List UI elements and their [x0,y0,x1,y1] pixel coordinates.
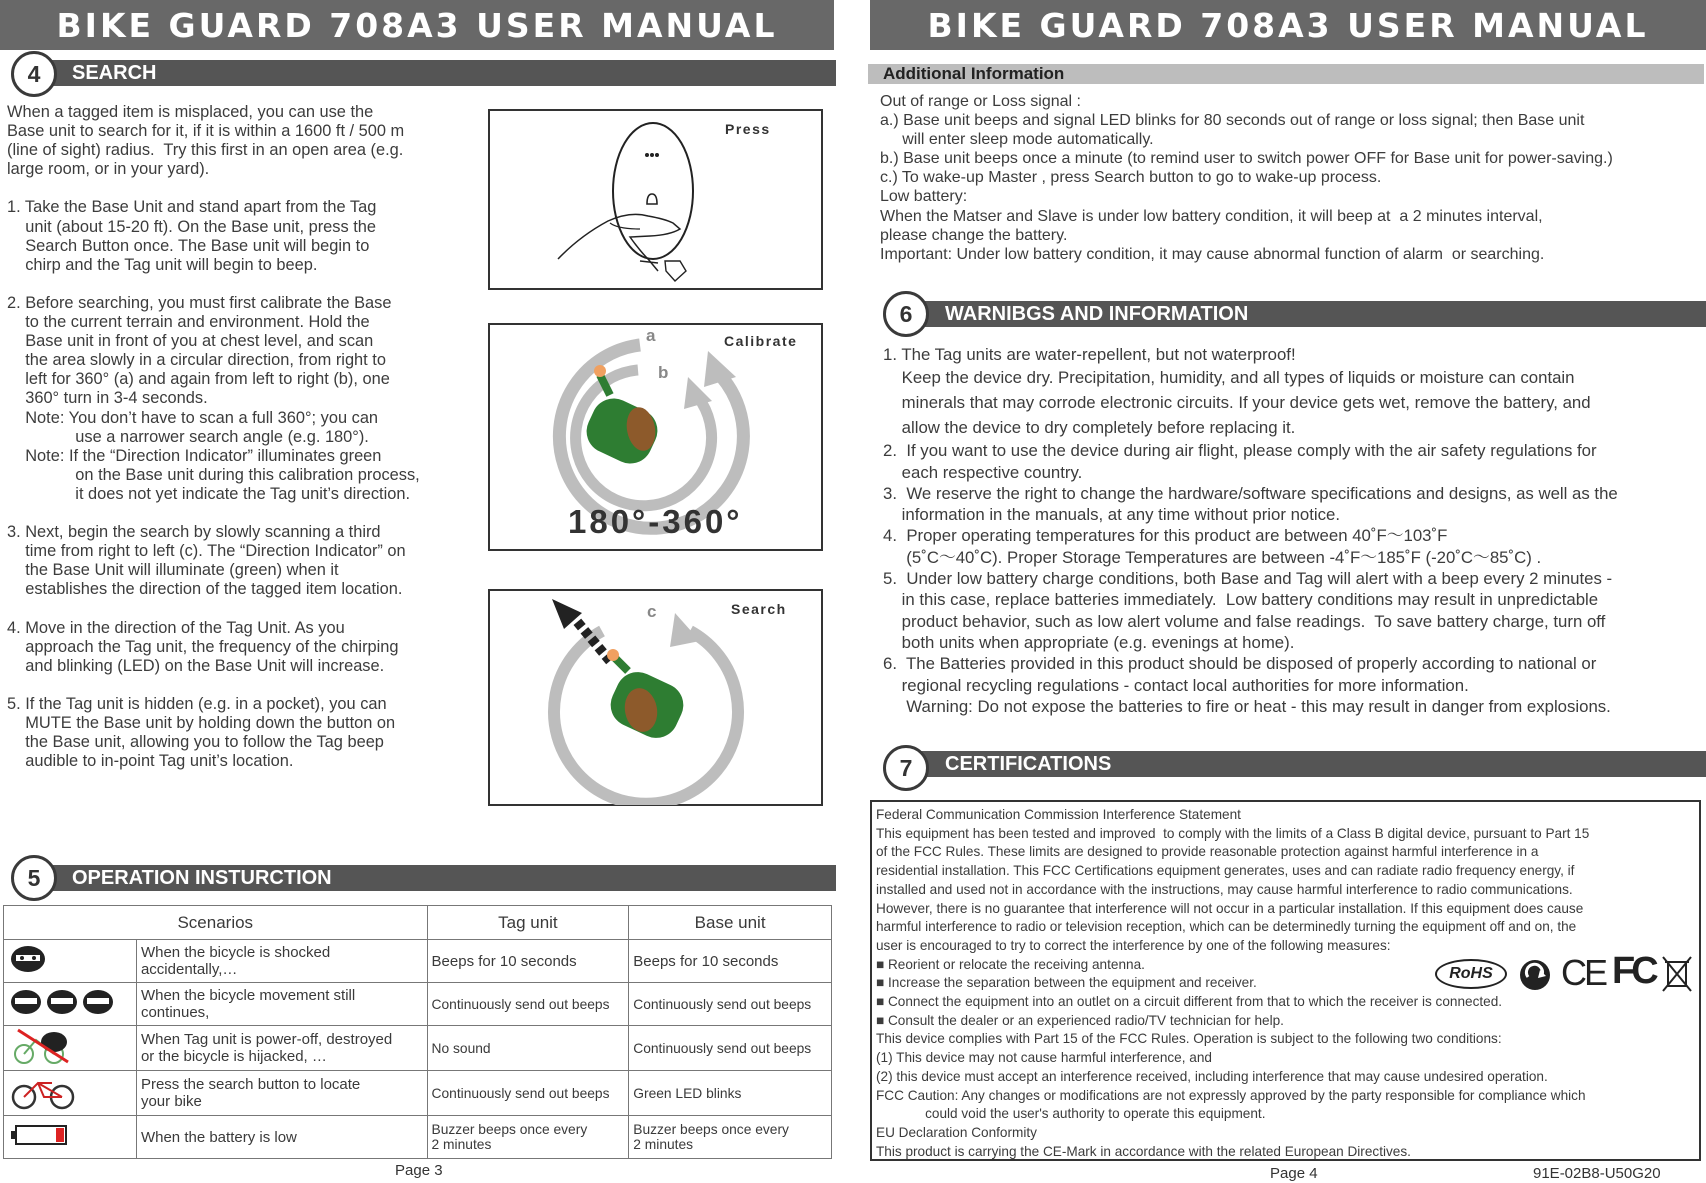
text-line: Base unit to search for it, if it is within a 1600 ft / 500 m [7,122,405,141]
base-unit-text: Green LED blinks [633,1085,742,1101]
text-line: to the current terrain and environment. Hold the [7,313,370,332]
text-line: regional recycling regulations - contact local authorities for more information. [883,675,1469,695]
text-line: 3. Next, begin the search by slowly scanning a third [7,523,381,542]
base-unit-text: 2 minutes [633,1137,694,1152]
base-unit-text: Beeps for 10 seconds [633,952,779,970]
text-line: a.) Base unit beeps and signal LED blinks for 80 seconds out of range or loss signal; then Base unit [880,112,1585,130]
shock-icon [4,940,137,983]
text-line: large room, or in your yard). [7,160,210,179]
scenario-text: When Tag unit is power-off, destroyed [140,1031,393,1048]
document-code: 91E-02B8-U50G20 [1533,1165,1661,1182]
text-line: residential installation. This FCC Certifications equipment generates, uses and can radiate radio frequency energy, if [876,863,1575,879]
text-line [7,676,420,695]
figure-search [488,589,823,806]
left-page-number: Page 3 [395,1162,443,1179]
text-line: Search Button once. The Base unit will begin to [7,236,370,255]
figure-press [488,109,823,290]
section-6-number: 6 [883,291,929,337]
text-line: information in the manuals, at any time without prior notice. [883,505,1341,525]
text-line: Out of range or Loss signal : [880,93,1081,110]
text-line: could void the user's authority to operate this equipment. [876,1106,1266,1122]
text-line: (1) This device may not cause harmful interference, and [876,1050,1212,1066]
scenario-text: or the bicycle is hijacked, … [140,1048,327,1065]
calibrate-label-b: b [658,363,669,382]
text-line: (5˚C～40˚C). Proper Storage Temperatures are between -4˚F～185˚F (-20˚C～85˚C) . [883,547,1542,567]
text-line: b.) Base unit beeps once a minute (to remind user to switch power OFF for Base unit for power-saving.) [880,150,1613,168]
section-6-bar [892,301,1706,327]
text-line: please change the battery. [880,226,1068,244]
left-title-banner: BIKE GUARD 708A3 USER MANUAL [0,0,834,50]
text-line: will enter sleep mode automatically. [880,131,1154,149]
tag-unit-text: 2 minutes [431,1137,492,1152]
section-5-bar [30,865,836,891]
text-line: both units when appropriate (e.g. evenings at home). [883,632,1295,652]
calibrate-label-a: a [646,326,656,345]
section-5-title: OPERATION INSTURCTION [72,867,332,889]
text-line: it does not yet indicate the Tag unit’s direction. [7,484,411,503]
scenario-text: continues, [140,1004,210,1021]
text-line: on the Base unit during this calibration process, [7,465,420,484]
section-4-bar [30,60,836,86]
additional-info-text [880,92,1613,264]
text-line: the Base unit, allowing you to follow the Tag beep [7,733,384,752]
calibrate-angle: 180°-360° [568,503,743,540]
text-line: When the Matser and Slave is under low battery condition, it will beep at a 2 minutes interval, [880,207,1543,225]
text-line: ■ Increase the separation between the equipment and receiver. [876,975,1257,991]
hijack-icon [4,1026,137,1071]
tag-unit-text: Buzzer beeps once every [431,1122,588,1137]
text-line: user is encouraged to try to correct the interference by one of the following measures: [876,937,1391,953]
text-line: Note: You don’t have to scan a full 360°; you can [7,408,379,427]
scenario-text: accidentally,… [140,961,238,978]
table-row [4,1026,832,1071]
warnings-text [883,344,1618,717]
text-line: unit (about 15-20 ft). On the Base unit, press the [7,217,376,236]
search-label-c: c [647,602,657,621]
text-line: Important: Under low battery condition, it may cause abnormal function of alarm or searching. [880,245,1545,263]
table-row [4,983,832,1026]
text-line: (line of sight) radius. Try this first in an open area (e.g. [7,141,404,160]
multi-alarm-icon [4,983,137,1026]
text-line: use a narrower search angle (e.g. 180°). [7,427,369,446]
text-line: 2. If you want to use the device during air flight, please comply with the air safety regulations for [883,441,1597,461]
scenario-text: Press the search button to locate [140,1076,361,1093]
text-line: product behavior, such as low alert volume and false readings. To save battery charge, turn off [883,611,1606,631]
text-line: 6. The Batteries provided in this product should be disposed of properly according to national or [883,654,1597,674]
text-line [7,179,420,198]
text-line: the area slowly in a circular direction, from right to [7,351,386,370]
text-line [7,599,420,618]
text-line: ■ Reorient or relocate the receiving antenna. [876,956,1145,972]
text-line: EU Declaration Conformity [876,1124,1037,1140]
text-line: MUTE the Base unit by holding down the button on [7,714,396,732]
text-line: Federal Communication Commission Interference Statement [876,807,1241,822]
section-7-title: CERTIFICATIONS [945,753,1112,775]
operation-table [3,905,832,1159]
base-unit-text: Continuously send out beeps [633,996,812,1012]
text-line: allow the device to dry completely before replacing it. [883,418,1296,438]
text-line: Keep the device dry. Precipitation, humidity, and all types of liquids or moisture can contain [883,368,1575,388]
section-5-number: 5 [11,855,57,901]
bicycle-icon [4,1071,137,1116]
figure-calibrate-label: Calibrate [724,333,798,349]
text-line: time from right to left (c). The “Direction Indicator” on [7,542,406,561]
text-line: in this case, replace batteries immediately. Low battery conditions may result in unpredictable [883,590,1599,610]
scenario-text: When the bicycle movement still [140,987,356,1004]
header-tag-unit: Tag unit [427,906,629,940]
section-7-number: 7 [883,745,929,791]
text-line: 3. We reserve the right to change the hardware/software specifications and designs, as well as the [883,483,1618,503]
figure-calibrate [488,323,823,551]
text-line: each respective country. [883,462,1083,482]
text-line: 5. If the Tag unit is hidden (e.g. in a pocket), you can [7,694,387,713]
text-line: 1. The Tag units are water-repellent, but not waterproof! [883,345,1296,364]
section-4-number: 4 [11,51,57,97]
low-battery-icon [4,1116,137,1159]
text-line: 2. Before searching, you must first calibrate the Base [7,293,392,312]
text-line: ■ Connect the equipment into an outlet on a circuit different from that to which the receiver is connected. [876,994,1503,1010]
text-line: 5. Under low battery charge conditions, both Base and Tag will alert with a beep every 2 minutes - [883,569,1613,589]
text-line: This device complies with Part 15 of the FCC Rules. Operation is subject to the following two conditions: [876,1031,1502,1047]
figure-press-label: Press [725,121,771,137]
text-line: This product is carrying the CE-Mark in accordance with the related European Directives. [876,1143,1411,1159]
additional-info-bar [868,64,1704,84]
tag-unit-text: Beeps for 10 seconds [431,952,577,970]
text-line: establishes the direction of the tagged item location. [7,580,403,599]
text-line: ■ Consult the dealer or an experienced radio/TV technician for help. [876,1012,1284,1028]
text-line: chirp and the Tag unit will begin to beep. [7,255,318,274]
base-unit-text: Buzzer beeps once every [633,1122,789,1137]
certifications-box [870,800,1701,1161]
tag-unit-text: Continuously send out beeps [431,996,610,1012]
scenario-text: When the battery is low [140,1128,297,1146]
recycle-icon [1518,958,1552,997]
weee-bin-icon [1660,954,1694,999]
text-line: installed and used not in accordance with the instructions, may cause harmful interference to radio communications. [876,881,1573,897]
section-6-title: WARNIBGS AND INFORMATION [945,303,1249,325]
text-line: approach the Tag unit, the frequency of the chirping [7,637,399,656]
header-scenarios: Scenarios [4,906,428,940]
section-7-bar [892,751,1706,777]
text-line: the Base Unit will illuminate (green) when it [7,561,339,580]
text-line: 4. Proper operating temperatures for this product are between 40˚F～103˚F [883,526,1448,546]
additional-info-title: Additional Information [883,64,1065,83]
table-row [4,940,832,983]
text-line: Base unit in front of you at chest level, and scan [7,332,374,351]
text-line [7,275,420,294]
section-4-title: SEARCH [72,62,157,84]
scenario-text: When the bicycle is shocked [140,944,331,961]
rohs-logo: RoHS [1435,959,1507,989]
text-line: 4. Move in the direction of the Tag Unit. As you [7,618,345,637]
base-unit-text: Continuously send out beeps [633,1040,812,1056]
fc-mark: FC [1612,950,1655,992]
ce-mark: CE [1561,952,1606,993]
text-line: and blinking (LED) on the Base Unit will increase. [7,656,385,675]
figure-search-label: Search [731,601,787,617]
text-line: 360° turn in 3-4 seconds. [7,389,208,408]
text-line: Low battery: [880,188,968,206]
search-instructions [7,103,420,771]
hand-press-illustration [490,111,820,287]
text-line: (2) this device must accept an interference received, including interference that may cause undesired operation. [876,1068,1548,1084]
text-line: audible to in-point Tag unit’s location. [7,752,294,771]
text-line: When a tagged item is misplaced, you can use the [7,103,374,121]
text-line: 1. Take the Base Unit and stand apart from the Tag [7,198,377,217]
text-line [7,504,420,523]
text-line: This equipment has been tested and improved to comply with the limits of a Class B digital device, pursuant to Part 15 [876,825,1590,841]
header-base-unit: Base unit [629,906,832,940]
right-page-number: Page 4 [1270,1165,1318,1182]
text-line: However, there is no guarantee that interference will not occur in a particular installation. If this equipment does cause [876,900,1584,916]
text-line: of the FCC Rules. These limits are designed to provide reasonable protection against harmful interference in a [876,844,1539,860]
text-line: minerals that may corrode electronic circuits. If your device gets wet, remove the battery, and [883,393,1591,413]
text-line: FCC Caution: Any changes or modifications are not expressly approved by the party responsible for compliance which [876,1087,1586,1103]
table-row [4,1071,832,1116]
text-line: Warning: Do not expose the batteries to fire or heat - this may result in danger from explosions. [883,696,1611,716]
text-line: left for 360° (a) and again from left to right (b), one [7,370,390,389]
tag-unit-text: No sound [431,1040,491,1056]
search-illustration [490,591,820,805]
text-line: c.) To wake-up Master , press Search button to go to wake-up process. [880,169,1382,187]
text-line: harmful interference to radio or television reception, which can be determinedly turning the equipment off and on, the [876,919,1577,935]
scenario-text: your bike [140,1093,202,1110]
table-row [4,1116,832,1159]
right-title-banner: BIKE GUARD 708A3 USER MANUAL [870,0,1706,50]
tag-unit-text: Continuously send out beeps [431,1085,610,1101]
table-header-row [4,906,832,940]
text-line: Note: If the “Direction Indicator” illuminates green [7,446,382,465]
